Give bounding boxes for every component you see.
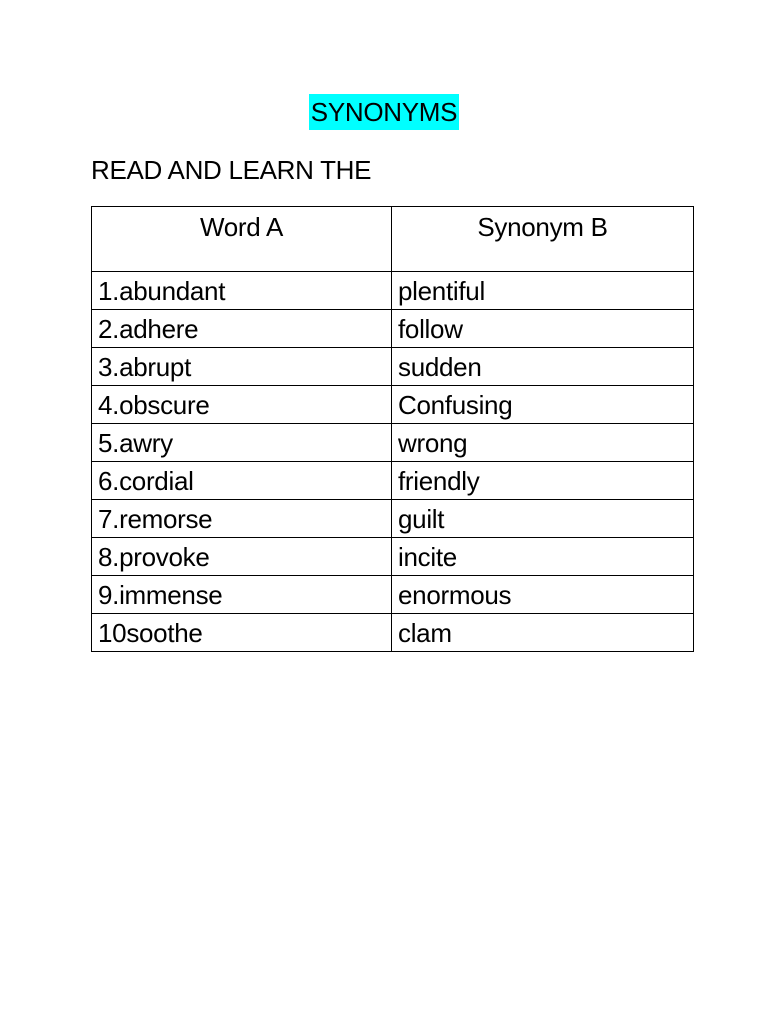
table-row [92, 386, 694, 424]
synonym-cell: clam [392, 614, 694, 652]
synonym-cell: Confusing [392, 386, 694, 424]
page-title: SYNONYMS [309, 94, 459, 130]
synonym-cell: sudden [392, 348, 694, 386]
synonym-cell: incite [392, 538, 694, 576]
table-row [92, 424, 694, 462]
word-cell: 3.abrupt [92, 348, 392, 386]
synonym-cell: enormous [392, 576, 694, 614]
synonym-cell: guilt [392, 500, 694, 538]
synonym-cell: friendly [392, 462, 694, 500]
table-body [92, 272, 694, 652]
table-header-row [92, 207, 694, 272]
word-cell: 10soothe [92, 614, 392, 652]
title-container [0, 94, 768, 130]
table-row [92, 272, 694, 310]
table-row [92, 500, 694, 538]
word-cell: 6.cordial [92, 462, 392, 500]
word-cell: 4.obscure [92, 386, 392, 424]
table-row [92, 614, 694, 652]
synonym-cell: wrong [392, 424, 694, 462]
synonym-cell: plentiful [392, 272, 694, 310]
table-row [92, 348, 694, 386]
table-row [92, 576, 694, 614]
instruction-text: READ AND LEARN THE [91, 155, 372, 185]
word-cell: 7.remorse [92, 500, 392, 538]
word-cell: 2.adhere [92, 310, 392, 348]
word-cell: 1.abundant [92, 272, 392, 310]
table-row [92, 462, 694, 500]
column-header-word-a: Word A [92, 207, 392, 272]
word-cell: 5.awry [92, 424, 392, 462]
table-row [92, 538, 694, 576]
word-cell: 9.immense [92, 576, 392, 614]
table-row [92, 310, 694, 348]
synonym-table [91, 206, 694, 652]
column-header-synonym-b: Synonym B [392, 207, 694, 272]
word-cell: 8.provoke [92, 538, 392, 576]
synonym-cell: follow [392, 310, 694, 348]
